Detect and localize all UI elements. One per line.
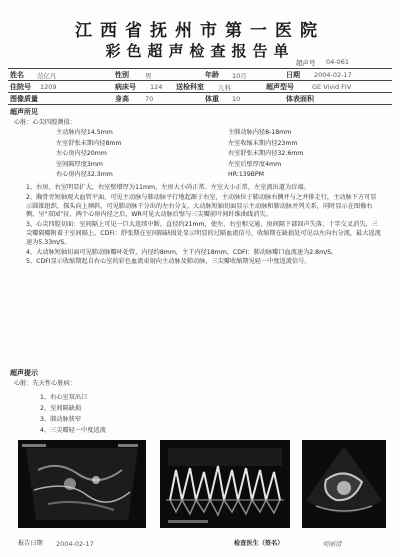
dept-value: 儿科 xyxy=(218,84,231,92)
model-label: 超声型号 xyxy=(266,83,294,91)
name-value: 范亿凡 xyxy=(37,72,57,80)
admission-value: 1209 xyxy=(40,83,57,91)
doctor-label: 检查医生（签名） xyxy=(234,540,284,547)
ultrasound-scan-graphic xyxy=(18,440,146,528)
report-no: 04-061 xyxy=(326,58,350,66)
ultrasound-image-left xyxy=(18,440,146,528)
measurement: 主动脉内径14.5mm xyxy=(56,129,113,136)
measurement: 左室舒张末期内径8mm xyxy=(56,139,122,147)
model-value: GE Vivid FIV xyxy=(312,83,352,91)
name-label: 姓名 xyxy=(10,71,24,79)
measurement: 左室收缩末期内径23mm xyxy=(228,139,298,147)
date-value: 2004-02-17 xyxy=(314,71,352,79)
ultrasound-scan-graphic xyxy=(302,440,386,528)
finding-paragraph: 1、右房、右室明显扩大，右室壁增厚为11mm，左房大小尚正常。左室大小正常，左室流出道为盲端。 xyxy=(26,184,310,191)
findings-paragraphs xyxy=(26,184,382,267)
sex-label: 性别 xyxy=(115,71,129,79)
divider xyxy=(8,68,392,69)
age-label: 年龄 xyxy=(205,71,219,79)
conclusion-item: 4、三尖瓣轻－中度返流 xyxy=(40,427,106,434)
age-value: 10月 xyxy=(232,72,247,80)
findings-section-label: 超声所见 xyxy=(10,108,38,116)
weight-value: 10 xyxy=(232,95,241,103)
measurement: 左室后壁厚度4mm xyxy=(228,160,282,168)
conclusion-item: 1、右心室双出口 xyxy=(40,394,88,401)
hospital-name: 江西省抚州市第一医院 xyxy=(75,21,325,41)
admission-label: 住院号 xyxy=(10,83,31,91)
report-date-label: 报告日期 xyxy=(18,540,43,547)
conclusion-item: 3、肺动脉狭窄 xyxy=(40,416,82,423)
finding-paragraph: 4、大动脉短轴切面可见肺动脉瓣环处管，内径约8mm，主干内径18mm，CDFI：肺动脉瓣口血流速为2.8m/S。 xyxy=(26,248,338,256)
bed-value: 124 xyxy=(150,83,163,91)
report-title: 彩色超声检查报告单 xyxy=(105,42,295,60)
findings-view-label: 心脏：心尖四腔测值： xyxy=(14,119,76,126)
dept-label: 送检科室 xyxy=(176,83,204,91)
conclusion-list xyxy=(40,392,106,436)
doppler-spectrum-graphic xyxy=(160,440,290,528)
divider xyxy=(8,104,392,105)
height-label: 身高 xyxy=(115,95,129,103)
finding-paragraph: 2、胸骨旁短轴观大血管平面，可见主动脉与肺动脉平行地起源于右室，主动脉位于肺动脉右侧并与之并排走行，主动脉下方可显示圆锥组织，探头向上倾斜，可见肺动脉干分出的左右分支。大动脉短轴切面显示主动脉和肺动脉并列关系，同时显示在图像右侧，呈“双园”征，两个心房内径之后，WR可见大动脉后壁与三尖瓣前叶间纤维曲线消失。 xyxy=(26,193,377,219)
measurements-left xyxy=(56,128,122,181)
conclusion-item: 2、室间隔缺损 xyxy=(40,405,82,412)
measurement: 左心房内径20mm xyxy=(56,150,107,157)
weight-label: 体重 xyxy=(205,95,219,103)
measurements-right xyxy=(228,128,303,181)
finding-paragraph: 5、CDFI显示收缩期起自右心室的彩色血流束射向主动脉及肺动脉，三尖瓣收缩期见轻－中度返流信号。 xyxy=(26,258,311,266)
measurement: 主肺动脉内径8-18mm xyxy=(228,129,292,136)
doctor-signature: 刘丽清 xyxy=(322,540,342,548)
bed-label: 病床号 xyxy=(115,83,136,91)
conclusion-heart-label: 心脏：先天性心脏病： xyxy=(14,380,76,387)
ultrasound-image-middle xyxy=(160,440,290,528)
measurement: 室间隔厚度3mm xyxy=(56,160,103,168)
conclusion-section-label: 超声提示 xyxy=(10,369,38,377)
divider xyxy=(8,80,392,81)
finding-paragraph: 3、心尖四腔切面：室间隔上可见一巨大连续中断，直径约21mm，使左、右室相交通，房间隔下部回声失落，十字交叉消失，三尖瓣隔瓣附着于室间隔上，CDFI：舒张期在室间隔缺损处显示明显的过隔血流信号，收缩期在缺损处可见以左向右分流，最大返流速为5.33m/S。 xyxy=(26,221,381,246)
divider xyxy=(8,92,392,93)
measurement: HR:139BPM xyxy=(228,171,264,178)
surface-label: 体表面积 xyxy=(286,95,314,103)
measurement: 右室舒张末期内径32.6mm xyxy=(228,150,304,157)
height-value: 70 xyxy=(145,95,154,103)
date-label: 日期 xyxy=(286,71,300,79)
report-date-value: 2004-02-17 xyxy=(56,540,94,548)
ultrasound-image-right xyxy=(302,440,386,528)
sex-value: 男 xyxy=(145,72,152,80)
measurement: 右心房内径32.3mm xyxy=(56,171,113,178)
report-no-label: 超声号 xyxy=(296,59,316,67)
image-quality-label: 图像质量 xyxy=(10,95,38,103)
